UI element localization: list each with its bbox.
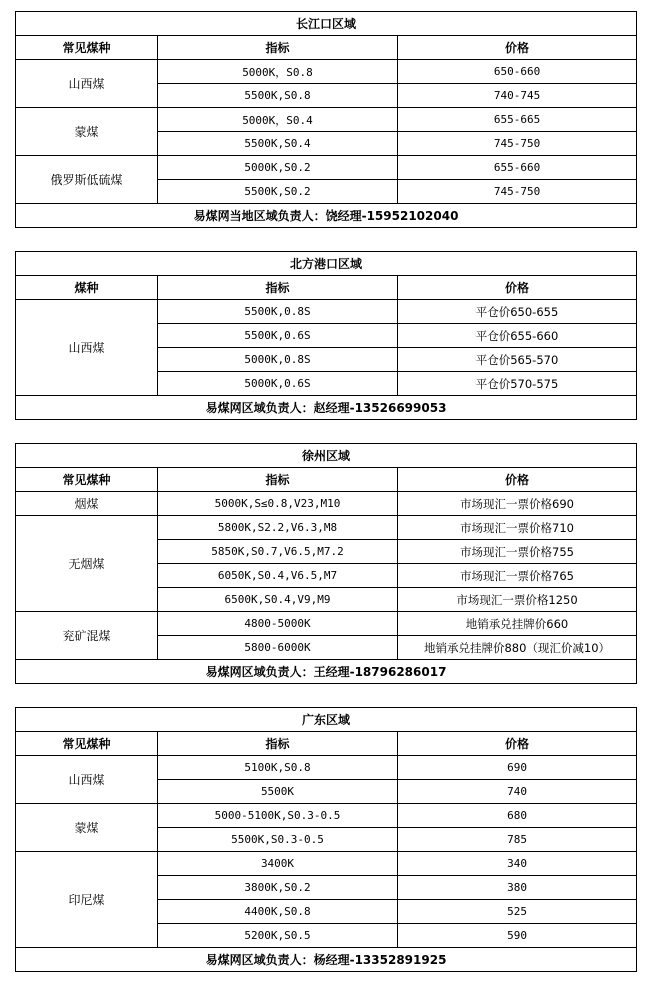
spec-cell: 5500K,0.6S (158, 324, 398, 348)
price-cell: 市场现汇一票价格710 (398, 516, 637, 540)
price-cell: 680 (398, 804, 637, 828)
section-title: 北方港口区域 (16, 252, 637, 276)
contact-footer: 易煤网区域负责人：杨经理-13352891925 (16, 948, 637, 972)
coal-type-cell: 蒙煤 (16, 108, 158, 156)
column-header-coal: 煤种 (16, 276, 158, 300)
coal-type-cell: 山西煤 (16, 300, 158, 396)
spec-cell: 5500K,S0.2 (158, 180, 398, 204)
price-cell: 650-660 (398, 60, 637, 84)
spec-cell: 5000K,0.8S (158, 348, 398, 372)
spec-cell: 5850K,S0.7,V6.5,M7.2 (158, 540, 398, 564)
price-cell: 地销承兑挂牌价880（现汇价减10） (398, 636, 637, 660)
spec-cell: 5000K,0.6S (158, 372, 398, 396)
column-header-spec: 指标 (158, 36, 398, 60)
column-header-spec: 指标 (158, 468, 398, 492)
coal-type-cell: 烟煤 (16, 492, 158, 516)
coal-type-cell: 兖矿混煤 (16, 612, 158, 660)
price-cell: 745-750 (398, 132, 637, 156)
column-header-spec: 指标 (158, 276, 398, 300)
spec-cell: 5000K,S≤0.8,V23,M10 (158, 492, 398, 516)
section-title: 长江口区域 (16, 12, 637, 36)
spec-cell: 3800K,S0.2 (158, 876, 398, 900)
price-cell: 740-745 (398, 84, 637, 108)
region-table-guangdong (15, 707, 637, 972)
spec-cell: 5000K，S0.8 (158, 60, 398, 84)
region-table-north-port (15, 251, 637, 420)
spec-cell: 5000-5100K,S0.3-0.5 (158, 804, 398, 828)
column-header-coal: 常见煤种 (16, 36, 158, 60)
spec-cell: 5800K,S2.2,V6.3,M8 (158, 516, 398, 540)
price-cell: 市场现汇一票价格755 (398, 540, 637, 564)
coal-type-cell: 印尼煤 (16, 852, 158, 948)
price-cell: 平仓价570-575 (398, 372, 637, 396)
spec-cell: 5500K,0.8S (158, 300, 398, 324)
spec-cell: 3400K (158, 852, 398, 876)
coal-type-cell: 无烟煤 (16, 516, 158, 612)
coal-type-cell: 山西煤 (16, 756, 158, 804)
section-title: 徐州区域 (16, 444, 637, 468)
spec-cell: 5000K，S0.4 (158, 108, 398, 132)
price-cell: 市场现汇一票价格1250 (398, 588, 637, 612)
price-cell: 590 (398, 924, 637, 948)
price-cell: 655-660 (398, 156, 637, 180)
region-table-xuzhou (15, 443, 637, 684)
spec-cell: 6050K,S0.4,V6.5,M7 (158, 564, 398, 588)
price-cell: 745-750 (398, 180, 637, 204)
spec-cell: 5100K,S0.8 (158, 756, 398, 780)
coal-type-cell: 山西煤 (16, 60, 158, 108)
column-header-price: 价格 (398, 468, 637, 492)
section-title: 广东区域 (16, 708, 637, 732)
column-header-price: 价格 (398, 732, 637, 756)
price-cell: 地销承兑挂牌价660 (398, 612, 637, 636)
contact-footer: 易煤网当地区域负责人：饶经理-15952102040 (16, 204, 637, 228)
coal-type-cell: 俄罗斯低硫煤 (16, 156, 158, 204)
price-cell: 525 (398, 900, 637, 924)
region-table-changjiang (15, 11, 637, 228)
price-cell: 平仓价565-570 (398, 348, 637, 372)
column-header-coal: 常见煤种 (16, 732, 158, 756)
spec-cell: 5000K,S0.2 (158, 156, 398, 180)
contact-footer: 易煤网区域负责人：王经理-18796286017 (16, 660, 637, 684)
contact-footer: 易煤网区域负责人：赵经理-13526699053 (16, 396, 637, 420)
column-header-coal: 常见煤种 (16, 468, 158, 492)
price-cell: 市场现汇一票价格690 (398, 492, 637, 516)
spec-cell: 5500K,S0.8 (158, 84, 398, 108)
spec-cell: 4800-5000K (158, 612, 398, 636)
spec-cell: 5200K,S0.5 (158, 924, 398, 948)
spec-cell: 5500K,S0.4 (158, 132, 398, 156)
price-cell: 市场现汇一票价格765 (398, 564, 637, 588)
price-cell: 340 (398, 852, 637, 876)
column-header-price: 价格 (398, 276, 637, 300)
price-cell: 785 (398, 828, 637, 852)
spec-cell: 4400K,S0.8 (158, 900, 398, 924)
spec-cell: 5500K (158, 780, 398, 804)
coal-type-cell: 蒙煤 (16, 804, 158, 852)
price-cell: 740 (398, 780, 637, 804)
price-cell: 380 (398, 876, 637, 900)
price-cell: 655-665 (398, 108, 637, 132)
price-cell: 690 (398, 756, 637, 780)
price-cell: 平仓价655-660 (398, 324, 637, 348)
column-header-spec: 指标 (158, 732, 398, 756)
spec-cell: 6500K,S0.4,V9,M9 (158, 588, 398, 612)
column-header-price: 价格 (398, 36, 637, 60)
spec-cell: 5800-6000K (158, 636, 398, 660)
spec-cell: 5500K,S0.3-0.5 (158, 828, 398, 852)
price-cell: 平仓价650-655 (398, 300, 637, 324)
